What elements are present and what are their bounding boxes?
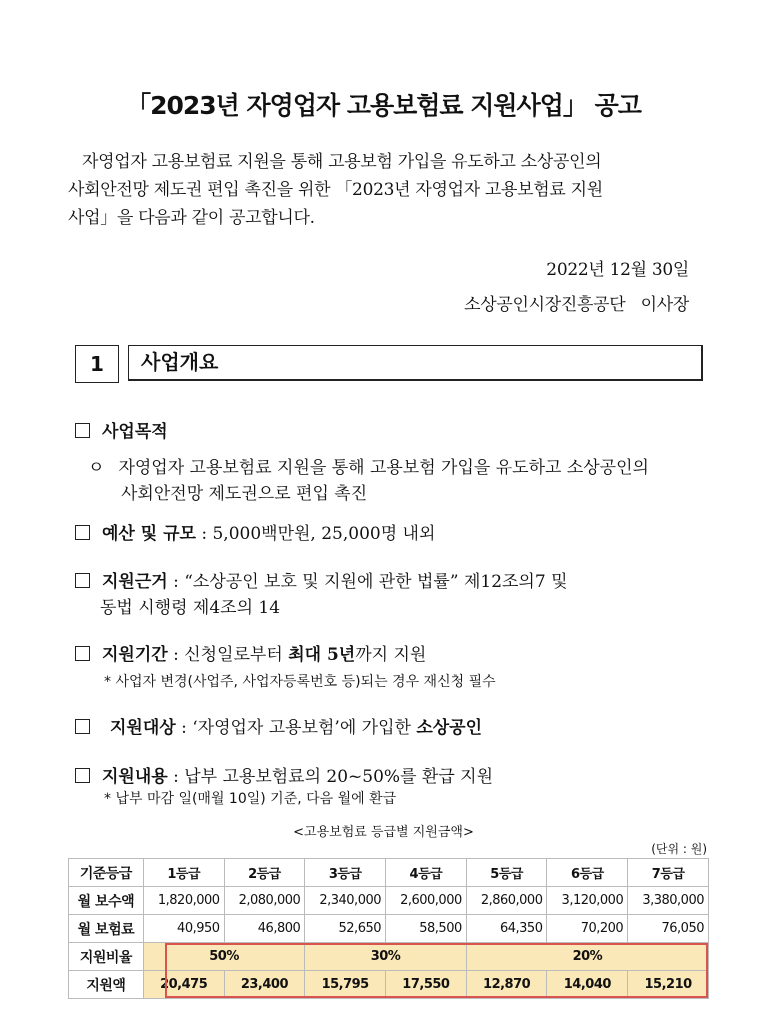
- item-heading: 지원내용: [102, 767, 168, 787]
- announcement-date: 2022년 12월 30일: [546, 260, 689, 280]
- cell: 40,950: [143, 915, 224, 943]
- cell: 52,650: [305, 915, 386, 943]
- cell: 2,860,000: [466, 887, 547, 915]
- table-row: [69, 943, 709, 971]
- bullet-icon: ㅇ: [88, 458, 105, 478]
- table-row: [69, 915, 709, 943]
- row-label: 지원비율: [69, 943, 144, 971]
- table-header-row: [69, 859, 709, 887]
- cell: 20,475: [143, 971, 224, 999]
- item-text: : 신청일로부터: [167, 645, 289, 665]
- purpose-text: 자영업자 고용보험료 지원을 통해 고용보험 가입을 유도하고 소상공인의: [118, 458, 649, 478]
- checkbox-icon: [75, 573, 90, 588]
- cell: 20%: [466, 943, 708, 971]
- signer: 소상공인시장진흥공단 이사장: [464, 295, 689, 315]
- item-text: 까지 지원: [355, 645, 427, 665]
- item-basis: [75, 567, 568, 592]
- item-heading: 지원기간: [102, 645, 168, 665]
- table-row: [69, 887, 709, 915]
- cell: 15,795: [305, 971, 386, 999]
- checkbox-icon: [75, 525, 90, 540]
- header-cell: 6등급: [547, 859, 628, 887]
- cell: 46,800: [224, 915, 305, 943]
- item-text: : 납부 고용보험료의 20~50%를 환급 지원: [167, 767, 494, 787]
- item-content: [75, 762, 493, 787]
- section-number: 1: [75, 345, 119, 383]
- period-note: * 사업자 변경(사업주, 사업자등록번호 등)되는 경우 재신청 필수: [104, 674, 496, 690]
- header-cell: 3등급: [305, 859, 386, 887]
- header-cell: 1등급: [143, 859, 224, 887]
- cell: 30%: [305, 943, 466, 971]
- header-cell: 2등급: [224, 859, 305, 887]
- item-heading: 사업목적: [102, 422, 168, 442]
- row-label: 지원액: [69, 971, 144, 999]
- checkbox-icon: [75, 646, 90, 661]
- header-cell: 7등급: [628, 859, 709, 887]
- cell: 12,870: [466, 971, 547, 999]
- intro-line: 자영업자 고용보험료 지원을 통해 고용보험 가입을 유도하고 소상공인의: [82, 152, 602, 172]
- item-text-bold: 최대 5년: [288, 645, 356, 665]
- cell: 1,820,000: [143, 887, 224, 915]
- cell: 15,210: [628, 971, 709, 999]
- cell: 2,600,000: [386, 887, 467, 915]
- cell: 23,400: [224, 971, 305, 999]
- cell: 17,550: [386, 971, 467, 999]
- item-heading: 예산 및 규모: [102, 524, 196, 544]
- purpose-line: 사회안전망 제도권으로 편입 촉진: [121, 484, 368, 504]
- cell: 76,050: [628, 915, 709, 943]
- intro-line: 사업」을 다음과 같이 공고합니다.: [68, 208, 315, 228]
- item-period: [75, 640, 426, 665]
- basis-line2: 동법 시행령 제4조의 14: [100, 598, 281, 618]
- content-note: * 납부 마감 일(매월 10일) 기준, 다음 월에 환급: [104, 791, 397, 807]
- table-caption: <고용보험료 등급별 지원금액>: [293, 825, 474, 840]
- cell: 64,350: [466, 915, 547, 943]
- purpose-line: [88, 453, 649, 478]
- item-target: [75, 713, 482, 738]
- item-heading: 지원근거: [102, 572, 168, 592]
- cell: 14,040: [547, 971, 628, 999]
- item-text: : “소상공인 보호 및 지원에 관한 법률” 제12조의7 및: [167, 572, 568, 592]
- item-text-bold: 소상공인: [416, 718, 483, 738]
- cell: 50%: [143, 943, 304, 971]
- cell: 3,120,000: [547, 887, 628, 915]
- support-amount-table: [68, 858, 709, 999]
- checkbox-icon: [75, 768, 90, 783]
- table-unit: (단위 : 원): [651, 842, 707, 856]
- section-title: 사업개요: [128, 345, 703, 381]
- header-cell: 4등급: [386, 859, 467, 887]
- checkbox-icon: [75, 719, 90, 734]
- item-purpose: [75, 417, 168, 442]
- checkbox-icon: [75, 423, 90, 438]
- item-heading: 지원대상: [110, 718, 176, 738]
- item-text: : 5,000백만원, 25,000명 내외: [195, 524, 436, 544]
- cell: 58,500: [386, 915, 467, 943]
- row-label: 월 보험료: [69, 915, 144, 943]
- cell: 2,080,000: [224, 887, 305, 915]
- header-cell: 기준등급: [69, 859, 144, 887]
- table-row: [69, 971, 709, 999]
- row-label: 월 보수액: [69, 887, 144, 915]
- cell: 2,340,000: [305, 887, 386, 915]
- header-cell: 5등급: [466, 859, 547, 887]
- cell: 3,380,000: [628, 887, 709, 915]
- page-title: 「2023년 자영업자 고용보험료 지원사업」 공고: [126, 91, 641, 120]
- intro-line: 사회안전망 제도권 편입 촉진을 위한 「2023년 자영업자 고용보험료 지원: [68, 180, 603, 200]
- cell: 70,200: [547, 915, 628, 943]
- item-text: : ‘자영업자 고용보험’에 가입한: [175, 718, 417, 738]
- item-budget: [75, 519, 435, 544]
